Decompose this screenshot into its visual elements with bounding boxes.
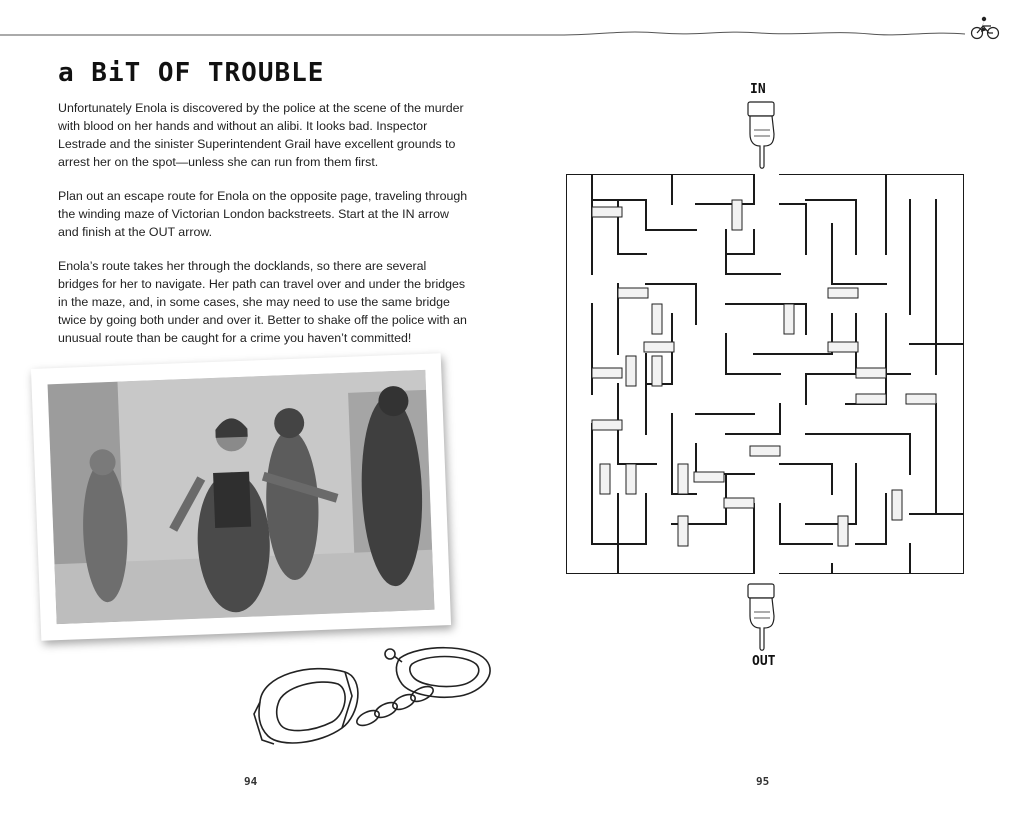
maze-bridge bbox=[618, 288, 648, 298]
maze-bridge bbox=[892, 490, 902, 520]
bridges-paragraph: Enola’s route takes her through the docklands, so there are several bridges for her to navigate. Her path can travel over and under the bridges in the maze, and, in some cases, she may need to use the same bridge twice by going both under and over it. Better to shake off the police with an unusual route than be caught for a crime you haven’t committed! bbox=[58, 259, 467, 345]
maze-in-label: IN bbox=[750, 82, 766, 97]
maze-bridge bbox=[828, 288, 858, 298]
maze-bridge bbox=[600, 464, 610, 494]
maze-bridge bbox=[652, 304, 662, 334]
maze-bridge bbox=[678, 516, 688, 546]
pointing-hand-icon bbox=[742, 582, 782, 652]
page-number-right: 95 bbox=[756, 775, 770, 788]
maze-bridge bbox=[750, 446, 780, 456]
maze-out-label: OUT bbox=[752, 654, 776, 669]
page-number-left: 94 bbox=[244, 775, 258, 788]
maze-bridge bbox=[838, 516, 848, 546]
bicycle-rider-icon bbox=[970, 16, 1000, 40]
header-rule bbox=[0, 0, 1024, 60]
task-paragraph: Plan out an escape route for Enola on the opposite page, traveling through the winding maze of Victorian London backstreets. Start at the IN arrow and finish at the OUT arrow. bbox=[58, 189, 468, 239]
intro-paragraph: Unfortunately Enola is discovered by the police at the scene of the murder with blood on her hands and without an alibi. It looks bad. Inspector Lestrade and the sinister Superintendent Grail have excellent grounds to arrest her on the spot—unless she can run from them first. bbox=[58, 101, 464, 169]
maze-bridge bbox=[626, 464, 636, 494]
maze-bridge bbox=[856, 368, 886, 378]
photo-image bbox=[48, 370, 435, 624]
maze-bridge bbox=[724, 498, 754, 508]
maze-bridge bbox=[652, 356, 662, 386]
maze-bridge bbox=[828, 342, 858, 352]
maze-puzzle bbox=[566, 174, 964, 574]
maze-bridge bbox=[694, 472, 724, 482]
maze-bridge bbox=[784, 304, 794, 334]
maze-bridge bbox=[592, 207, 622, 217]
maze-bridge bbox=[678, 464, 688, 494]
maze-bridge bbox=[644, 342, 674, 352]
instructions-text bbox=[58, 99, 470, 363]
maze-bridge bbox=[906, 394, 936, 404]
film-still-photo bbox=[31, 353, 451, 641]
page-title: a BiT OF TROUBLE bbox=[58, 58, 325, 88]
maze-bridge bbox=[626, 356, 636, 386]
maze-bridge bbox=[592, 420, 622, 430]
maze-bridge bbox=[732, 200, 742, 230]
maze-bridge bbox=[592, 368, 622, 378]
handcuffs-illustration bbox=[250, 640, 500, 760]
pointing-hand-icon bbox=[742, 100, 782, 170]
maze-bridge bbox=[856, 394, 886, 404]
